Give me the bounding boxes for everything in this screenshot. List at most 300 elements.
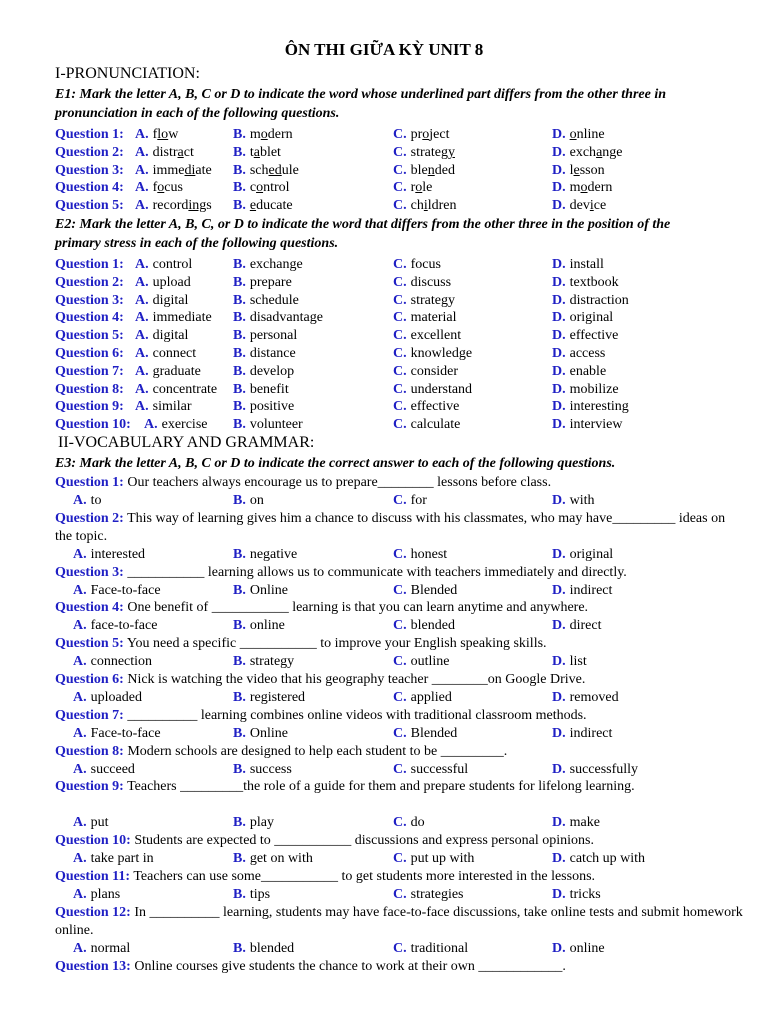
answer-option[interactable] — [393, 940, 468, 958]
option-text: blended — [410, 618, 455, 634]
question-row — [55, 179, 755, 197]
option-text: modern — [569, 180, 613, 196]
question-text: You need a specific ___________ to improve your English speaking skills. — [126, 636, 547, 652]
answer-option[interactable] — [73, 940, 130, 958]
answer-option[interactable] — [233, 416, 303, 434]
option-text: play — [249, 815, 274, 831]
option-letter: A. — [135, 274, 149, 290]
question-row — [55, 416, 755, 434]
answer-option[interactable] — [393, 144, 455, 162]
option-text: tricks — [569, 887, 601, 902]
option-text: control — [152, 257, 193, 272]
answer-option[interactable] — [73, 582, 161, 600]
option-text: original — [569, 546, 614, 562]
answer-option[interactable] — [135, 126, 178, 144]
option-text: benefit — [249, 381, 289, 397]
option-letter: B. — [233, 582, 246, 598]
option-letter: C. — [393, 257, 407, 272]
option-text: blended — [249, 940, 295, 956]
answer-option[interactable] — [233, 345, 296, 363]
option-letter: B. — [233, 292, 246, 308]
answer-option[interactable] — [552, 617, 602, 635]
option-text: material — [410, 310, 457, 326]
option-text: upload — [152, 274, 191, 290]
option-letter: C. — [393, 546, 407, 562]
answer-option[interactable] — [393, 363, 458, 381]
answer-option[interactable] — [233, 940, 294, 958]
answer-option[interactable] — [393, 345, 472, 363]
option-letter: D. — [552, 310, 566, 326]
answer-option[interactable] — [135, 292, 188, 310]
answer-option[interactable] — [393, 162, 455, 180]
option-letter: D. — [552, 887, 566, 902]
answer-option[interactable] — [233, 381, 289, 399]
answer-option[interactable] — [393, 309, 457, 327]
option-letter: D. — [552, 198, 566, 214]
question-label: Question 10: — [55, 833, 131, 849]
answer-option[interactable] — [393, 398, 459, 416]
answer-option[interactable] — [233, 653, 294, 671]
option-letter: C. — [393, 381, 407, 397]
option-text: successful — [410, 761, 469, 777]
option-letter: B. — [233, 546, 246, 562]
answer-option[interactable] — [73, 617, 157, 635]
option-text: interested — [90, 546, 146, 562]
option-letter: C. — [393, 127, 407, 142]
answer-option[interactable] — [135, 398, 192, 416]
question-stem — [55, 958, 745, 976]
question-stem — [55, 868, 745, 886]
answer-option[interactable] — [552, 274, 619, 292]
option-text: calculate — [410, 417, 461, 433]
option-letter: D. — [552, 399, 566, 415]
option-letter: C. — [393, 940, 407, 956]
option-letter: D. — [552, 180, 566, 196]
question-label: Question 3: — [55, 162, 124, 178]
answer-option[interactable] — [393, 886, 464, 904]
option-letter: C. — [393, 618, 407, 634]
answer-option[interactable] — [135, 309, 212, 327]
answer-option[interactable] — [233, 309, 323, 327]
answer-option[interactable] — [393, 850, 474, 868]
option-text: flow — [152, 127, 179, 142]
option-text: mobilize — [569, 381, 619, 397]
answer-option[interactable] — [393, 617, 455, 635]
answer-option[interactable] — [73, 653, 152, 671]
option-letter: B. — [233, 310, 246, 326]
question-row — [55, 363, 755, 381]
question-label: Question 1: — [55, 257, 124, 272]
option-text: project — [410, 127, 450, 142]
question-label: Question 2: — [55, 144, 124, 160]
option-letter: A. — [135, 292, 149, 308]
answer-option[interactable] — [233, 179, 290, 197]
option-letter: B. — [233, 180, 246, 196]
option-letter: D. — [552, 363, 566, 379]
option-letter: A. — [73, 887, 87, 902]
option-letter: A. — [73, 618, 87, 634]
answer-option[interactable] — [552, 814, 600, 832]
answer-option[interactable] — [393, 546, 447, 564]
option-letter: B. — [233, 725, 246, 741]
answer-option[interactable] — [233, 850, 313, 868]
answer-option[interactable] — [552, 381, 619, 399]
answer-option[interactable] — [233, 761, 292, 779]
question-stem — [55, 635, 745, 653]
option-letter: B. — [233, 761, 246, 777]
option-text: discuss — [410, 274, 452, 290]
question-text: In __________ learning, students may have face-to-face discussions, take online tests and submit homework online. — [55, 904, 743, 938]
option-text: develop — [249, 363, 295, 379]
option-letter: B. — [233, 417, 246, 433]
option-text: traditional — [410, 940, 469, 956]
answer-option[interactable] — [393, 126, 450, 144]
option-text: registered — [249, 690, 306, 705]
answer-option[interactable] — [552, 398, 629, 416]
option-text: device — [569, 198, 607, 214]
answer-option[interactable] — [393, 725, 457, 743]
question-label: Question 9: — [55, 399, 124, 415]
section-heading: I-PRONUNCIATION: — [55, 65, 200, 82]
options-row — [55, 761, 755, 779]
answer-option[interactable] — [552, 144, 623, 162]
option-letter: A. — [135, 162, 149, 178]
option-letter: C. — [393, 851, 407, 867]
question-text: Teachers can use some___________ to get students more interested in the lessons. — [133, 869, 596, 884]
option-letter: B. — [233, 328, 246, 344]
answer-option[interactable] — [233, 363, 294, 381]
answer-option[interactable] — [552, 850, 645, 868]
answer-option[interactable] — [552, 940, 605, 958]
answer-option[interactable] — [135, 256, 192, 274]
option-letter: A. — [135, 198, 149, 214]
option-text: concentrate — [152, 381, 218, 397]
option-letter: D. — [552, 417, 566, 433]
answer-option[interactable] — [552, 162, 605, 180]
answer-option[interactable] — [552, 179, 612, 197]
option-text: distraction — [569, 292, 629, 308]
answer-option[interactable] — [73, 850, 154, 868]
option-text: interview — [569, 417, 623, 433]
option-text: uploaded — [90, 690, 142, 705]
option-text: for — [410, 493, 427, 508]
option-letter: C. — [393, 328, 407, 344]
option-letter: D. — [552, 493, 566, 508]
answer-option[interactable] — [135, 381, 217, 399]
options-row — [55, 582, 755, 600]
option-text: volunteer — [249, 417, 303, 433]
question-label: Question 2: — [55, 274, 124, 290]
answer-option[interactable] — [393, 197, 457, 215]
answer-option[interactable] — [135, 144, 194, 162]
answer-option[interactable] — [552, 327, 618, 345]
answer-option[interactable] — [552, 653, 587, 671]
question-row — [55, 398, 755, 416]
question-row — [55, 197, 755, 215]
question-label: Question 13: — [55, 958, 131, 974]
answer-option[interactable] — [393, 416, 460, 434]
answer-option[interactable] — [552, 256, 604, 274]
option-text: successfully — [569, 761, 639, 777]
answer-option[interactable] — [393, 689, 452, 707]
option-text: to — [90, 493, 102, 508]
option-letter: A. — [135, 381, 149, 397]
question-label: Question 4: — [55, 600, 124, 616]
option-text: enable — [569, 363, 607, 379]
question-text: __________ learning combines online videos with traditional classroom methods. — [127, 707, 587, 723]
question-row — [55, 162, 755, 180]
answer-option[interactable] — [393, 761, 468, 779]
question-label: Question 6: — [55, 672, 124, 687]
option-letter: C. — [393, 493, 407, 508]
option-text: exercise — [161, 417, 208, 433]
option-letter: A. — [135, 257, 149, 272]
answer-option[interactable] — [552, 546, 613, 564]
option-letter: B. — [233, 257, 246, 272]
option-text: success — [249, 761, 292, 777]
option-text: online — [569, 940, 605, 956]
answer-option[interactable] — [552, 725, 612, 743]
option-letter: B. — [233, 346, 246, 361]
answer-option[interactable] — [233, 144, 281, 162]
option-letter: B. — [233, 940, 246, 956]
options-row — [55, 492, 755, 510]
option-text: plans — [90, 887, 121, 902]
answer-option[interactable] — [552, 689, 619, 707]
question-label: Question 10: — [55, 417, 131, 433]
answer-option[interactable] — [233, 274, 292, 292]
question-stem — [55, 564, 745, 582]
option-text: tablet — [249, 144, 281, 160]
option-letter: C. — [393, 761, 407, 777]
question-label: Question 8: — [55, 381, 124, 397]
answer-option[interactable] — [73, 761, 135, 779]
option-letter: B. — [233, 127, 246, 142]
option-letter: C. — [393, 292, 407, 308]
option-letter: D. — [552, 162, 566, 178]
answer-option[interactable] — [552, 416, 623, 434]
option-letter: C. — [393, 198, 407, 214]
option-letter: B. — [233, 887, 246, 902]
option-letter: A. — [73, 546, 87, 562]
option-text: positive — [249, 399, 295, 415]
question-text: Our teachers always encourage us to prepare________ lessons before class. — [127, 475, 552, 490]
option-text: textbook — [569, 274, 619, 290]
option-letter: D. — [552, 690, 566, 705]
option-letter: A. — [144, 417, 158, 433]
answer-option[interactable] — [393, 653, 450, 671]
option-letter: C. — [393, 363, 407, 379]
option-text: put — [90, 815, 109, 831]
answer-option[interactable] — [552, 761, 638, 779]
answer-option[interactable] — [135, 363, 201, 381]
question-stem — [55, 474, 745, 492]
answer-option[interactable] — [233, 886, 270, 904]
option-text: disadvantage — [249, 310, 323, 326]
answer-option[interactable] — [233, 398, 294, 416]
answer-option[interactable] — [552, 492, 595, 510]
option-letter: B. — [233, 618, 246, 634]
question-stem — [55, 904, 745, 940]
answer-option[interactable] — [393, 274, 451, 292]
question-row — [55, 126, 755, 144]
option-letter: A. — [135, 310, 149, 326]
answer-option[interactable] — [73, 492, 102, 510]
option-text: immediate — [152, 162, 212, 178]
question-stem — [55, 510, 745, 546]
options-row — [55, 617, 755, 635]
option-letter: C. — [393, 310, 407, 326]
answer-option[interactable] — [233, 725, 288, 743]
answer-option[interactable] — [552, 582, 612, 600]
answer-option[interactable] — [135, 274, 191, 292]
option-text: role — [410, 180, 433, 196]
option-text: effective — [410, 399, 460, 415]
option-text: succeed — [90, 761, 135, 777]
option-letter: B. — [233, 198, 246, 214]
option-text: interesting — [569, 399, 629, 415]
question-label: Question 11: — [55, 869, 131, 884]
answer-option[interactable] — [233, 617, 285, 635]
option-text: online — [569, 127, 605, 142]
answer-option[interactable] — [552, 363, 606, 381]
option-text: strategy — [410, 144, 455, 160]
option-text: indirect — [569, 725, 613, 741]
answer-option[interactable] — [552, 292, 629, 310]
answer-option[interactable] — [233, 546, 297, 564]
option-text: put up with — [410, 851, 475, 867]
answer-option[interactable] — [135, 162, 212, 180]
exercise-instruction: E3: Mark the letter A, B, C or D to indicate the correct answer to each of the following questions. — [55, 456, 616, 471]
answer-option[interactable] — [135, 327, 188, 345]
option-letter: C. — [393, 654, 407, 670]
question-stem — [55, 707, 745, 725]
option-text: blended — [410, 162, 455, 178]
option-letter: C. — [393, 346, 407, 361]
option-letter: B. — [233, 851, 246, 867]
question-row — [55, 381, 755, 399]
option-text: focus — [410, 257, 441, 272]
option-text: excellent — [410, 328, 462, 344]
answer-option[interactable] — [393, 582, 457, 600]
answer-option[interactable] — [393, 256, 441, 274]
option-text: removed — [569, 690, 619, 705]
option-letter: D. — [552, 127, 566, 142]
option-letter: B. — [233, 815, 246, 831]
answer-option[interactable] — [233, 126, 293, 144]
answer-option[interactable] — [233, 327, 297, 345]
question-row — [55, 345, 755, 363]
option-letter: C. — [393, 690, 407, 705]
option-letter: C. — [393, 162, 407, 178]
option-text: consider — [410, 363, 459, 379]
option-letter: B. — [233, 399, 246, 415]
question-label: Question 7: — [55, 707, 124, 723]
question-stem — [55, 599, 745, 617]
answer-option[interactable] — [552, 197, 606, 215]
question-text: Teachers _________the role of a guide for them and prepare students for lifelong learning. — [127, 779, 635, 795]
option-letter: D. — [552, 618, 566, 634]
option-letter: B. — [233, 274, 246, 290]
answer-option[interactable] — [233, 492, 264, 510]
option-text: Blended — [410, 725, 458, 741]
answer-option[interactable] — [135, 197, 212, 215]
option-letter: A. — [135, 144, 149, 160]
answer-option[interactable] — [233, 162, 299, 180]
question-stem — [55, 832, 745, 850]
answer-option[interactable] — [135, 345, 196, 363]
options-row — [55, 689, 755, 707]
option-text: do — [410, 815, 425, 831]
answer-option[interactable] — [393, 381, 472, 399]
option-letter: B. — [233, 363, 246, 379]
answer-option[interactable] — [393, 814, 425, 832]
answer-option[interactable] — [233, 582, 288, 600]
answer-option[interactable] — [233, 814, 274, 832]
answer-option[interactable] — [73, 814, 109, 832]
option-letter: A. — [73, 851, 87, 867]
option-text: connection — [90, 654, 153, 670]
answer-option[interactable] — [233, 256, 303, 274]
option-text: face-to-face — [90, 618, 158, 634]
answer-option[interactable] — [233, 292, 299, 310]
answer-option[interactable] — [73, 886, 120, 904]
answer-option[interactable] — [73, 689, 142, 707]
question-label: Question 1: — [55, 475, 124, 490]
option-text: exchange — [569, 144, 623, 160]
answer-option[interactable] — [73, 546, 145, 564]
answer-option[interactable] — [393, 179, 432, 197]
answer-option[interactable] — [552, 126, 605, 144]
options-row — [55, 653, 755, 671]
option-text: digital — [152, 292, 189, 308]
option-letter: C. — [393, 274, 407, 290]
option-letter: C. — [393, 399, 407, 415]
option-text: lesson — [569, 162, 605, 178]
option-text: personal — [249, 328, 298, 344]
option-letter: D. — [552, 851, 566, 867]
answer-option[interactable] — [552, 886, 601, 904]
question-stem — [55, 743, 745, 761]
option-text: catch up with — [569, 851, 646, 867]
answer-option[interactable] — [135, 179, 183, 197]
answer-option[interactable] — [233, 689, 305, 707]
option-letter: C. — [393, 417, 407, 433]
answer-option[interactable] — [144, 416, 207, 434]
answer-option[interactable] — [393, 292, 455, 310]
options-row — [55, 850, 755, 868]
option-letter: B. — [233, 654, 246, 670]
option-text: install — [569, 257, 604, 272]
option-text: schedule — [249, 292, 299, 308]
answer-option[interactable] — [393, 327, 461, 345]
question-label: Question 1: — [55, 127, 124, 142]
option-text: children — [410, 198, 457, 214]
option-text: Online — [249, 725, 288, 741]
answer-option[interactable] — [552, 309, 613, 327]
option-letter: D. — [552, 761, 566, 777]
option-text: connect — [152, 346, 197, 361]
option-text: get on with — [249, 851, 313, 867]
option-text: educate — [249, 198, 293, 214]
option-letter: A. — [135, 346, 149, 361]
answer-option[interactable] — [233, 197, 293, 215]
question-text: One benefit of ___________ learning is that you can learn anytime and anywhere. — [127, 600, 589, 616]
answer-option[interactable] — [73, 725, 161, 743]
answer-option[interactable] — [393, 492, 427, 510]
answer-option[interactable] — [552, 345, 605, 363]
option-text: strategies — [410, 887, 464, 902]
